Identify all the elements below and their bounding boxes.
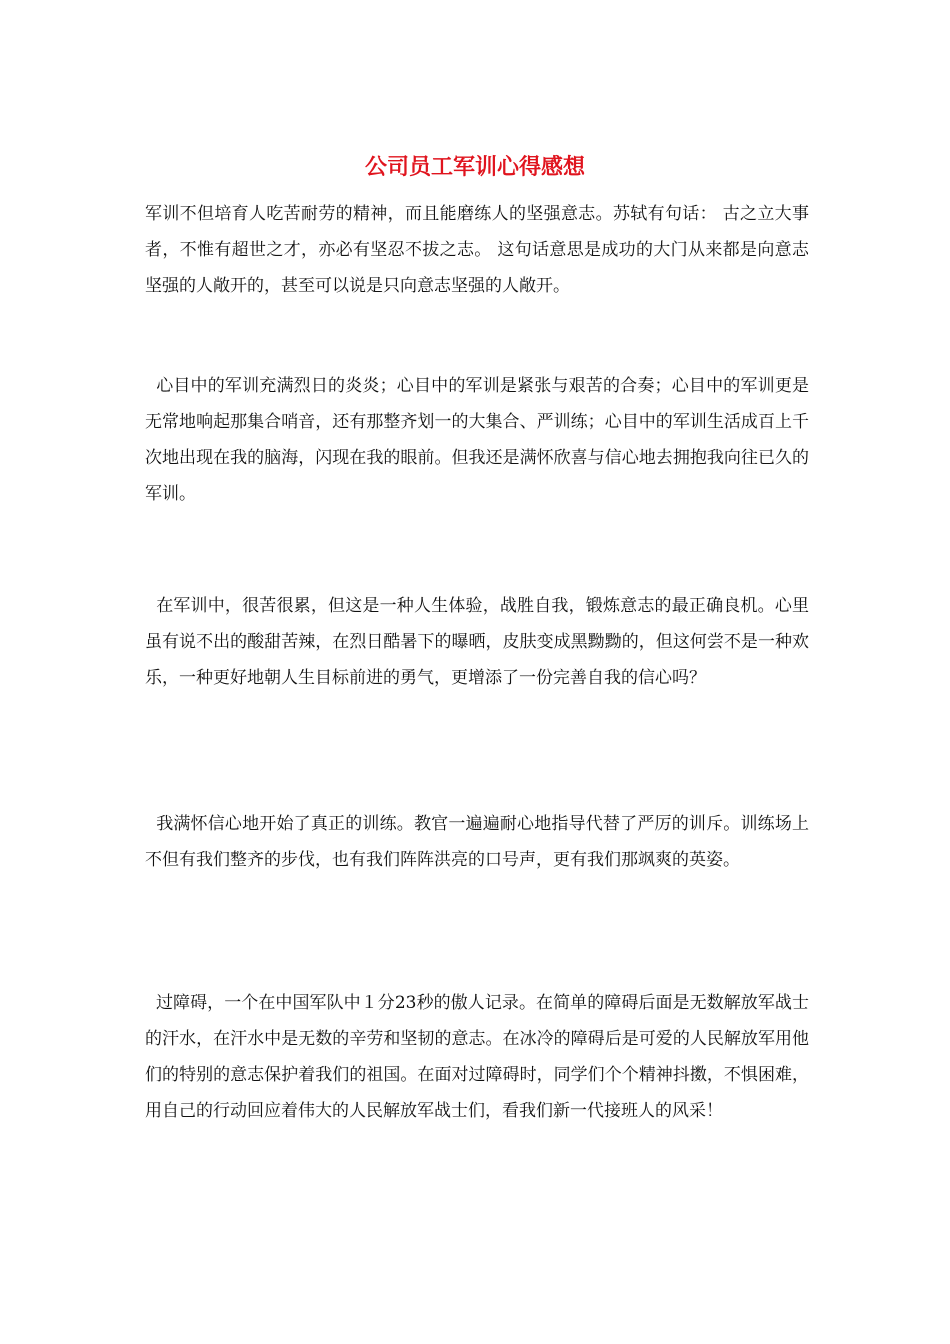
paragraph-2: 心目中的军训充满烈日的炎炎；心目中的军训是紧张与艰苦的合奏；心目中的军训更是无常地响起那集合哨音，还有那整齐划一的大集合、严训练；心目中的军训生活成百上千次地出现在我的脑海，闪现在我的眼前。但我还是满怀欣喜与信心地去拥抱我向往已久的军训。 xyxy=(145,376,810,504)
page-title: 公司员工军训心得感想 xyxy=(364,154,585,180)
paragraph-5: 过障碍，一个在中国军队中１分23秒的傲人记录。在简单的障碍后面是无数解放军战士的汗水，在汗水中是无数的辛劳和坚韧的意志。在冰冷的障碍后是可爱的人民解放军用他们的特别的意志保护着我们的祖国。在面对过障碍时，同学们个个精神抖擞，不惧困难，用自己的行动回应着伟大的人民解放军战士们，看我们新一代接班人的风采！ xyxy=(145,993,809,1121)
paragraph-4: 我满怀信心地开始了真正的训练。教官一遍遍耐心地指导代替了严厉的训斥。训练场上不但有我们整齐的步伐，也有我们阵阵洪亮的口号声，更有我们那飒爽的英姿。 xyxy=(145,814,810,870)
paragraph-3: 在军训中，很苦很累，但这是一种人生体验，战胜自我，锻炼意志的最正确良机。心里虽有说不出的酸甜苦辣，在烈日酷暑下的曝晒，皮肤变成黑黝黝的，但这何尝不是一种欢乐，一种更好地朝人生目标前进的勇气，更增添了一份完善自我的信心吗？ xyxy=(145,596,810,688)
paragraph-1: 军训不但培育人吃苦耐劳的精神，而且能磨练人的坚强意志。苏轼有句话： 古之立大事者，不惟有超世之才，亦必有坚忍不拔之志。 这句话意思是成功的大门从来都是向意志坚强的人敞开的，甚至可以说是只向意志坚强的人敞开。 xyxy=(145,204,809,296)
